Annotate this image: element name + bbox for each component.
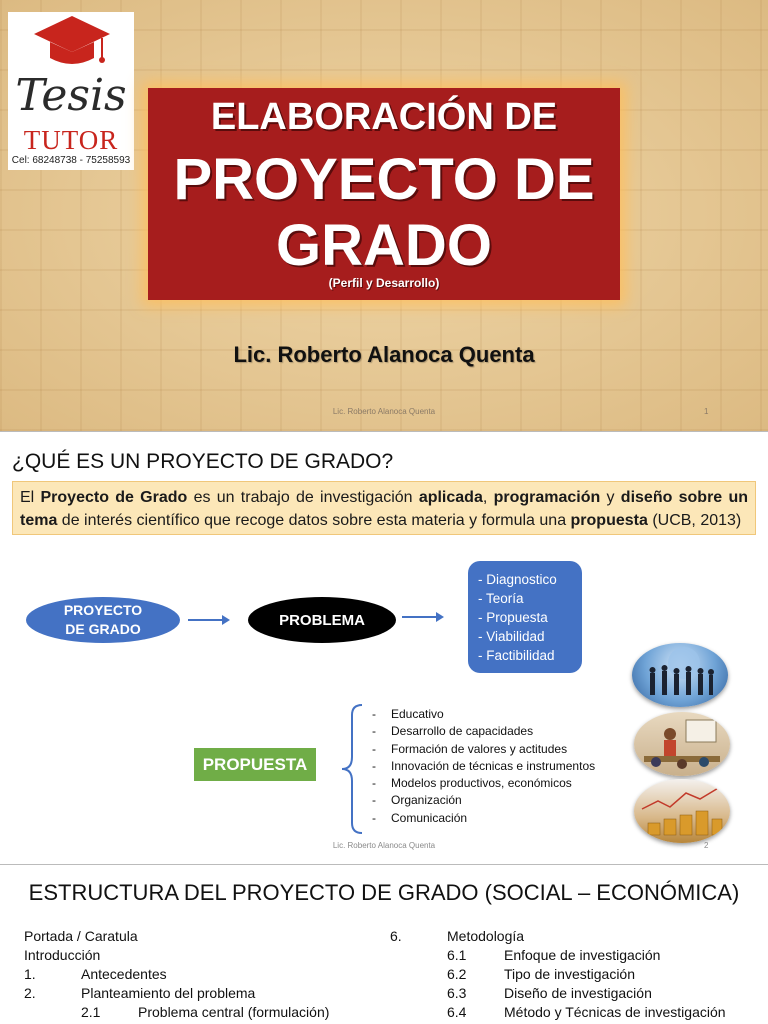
title-subtitle: (Perfil y Desarrollo) — [328, 276, 440, 290]
outcomes-box — [468, 561, 582, 673]
arrow-right-icon — [188, 619, 228, 621]
outline-item — [447, 1003, 726, 1022]
outline-item — [24, 927, 138, 946]
author-name: Lic. Roberto Alanoca Quenta — [233, 342, 535, 367]
outcome-item: - Teoría — [478, 589, 582, 608]
curly-brace-icon — [338, 703, 368, 835]
outline-text: Enfoque de investigación — [504, 947, 661, 963]
title-line-2: PROYECTO DE — [173, 147, 595, 212]
definition-text: de interés científico que recoge datos sobre esta materia y formula una — [57, 512, 571, 529]
list-item: - Organización — [372, 792, 595, 809]
outline-text: Diseño de investigación — [504, 985, 652, 1001]
outline-number: 6.2 — [447, 966, 467, 982]
list-item: - Educativo — [372, 706, 595, 723]
propuesta-list — [372, 706, 595, 827]
slide-heading: ¿QUÉ ES UN PROYECTO DE GRADO? — [12, 450, 394, 473]
definition-bold: programación — [493, 489, 601, 506]
node-label-line-1: PROYECTO — [63, 602, 143, 618]
outline-number: 1. — [24, 966, 36, 982]
tesis-tutor-logo — [8, 12, 134, 170]
list-item: - Modelos productivos, económicos — [372, 775, 595, 792]
list-item: - Innovación de técnicas e instrumentos — [372, 758, 595, 775]
outline-text: Problema central (formulación) — [138, 1004, 330, 1020]
outline-number: 6.1 — [447, 947, 467, 963]
arrow-right-icon — [402, 616, 442, 618]
outcome-item: - Viabilidad — [478, 627, 582, 646]
page-number: 2 — [704, 841, 709, 850]
definition-box — [12, 481, 756, 535]
outline-item — [81, 1003, 329, 1022]
outcome-item: - Factibilidad — [478, 646, 582, 665]
slide-1 — [0, 0, 768, 432]
propuesta-label: PROPUESTA — [194, 748, 316, 781]
outline-text: Portada / Caratula — [24, 928, 138, 944]
title-box — [148, 88, 620, 300]
slide-heading: ESTRUCTURA DEL PROYECTO DE GRADO (SOCIAL – ECONÓMICA) — [28, 880, 740, 905]
outline-item — [24, 984, 255, 1003]
definition-text: y — [600, 489, 621, 506]
definition-bold: diseño sobre un tema — [20, 489, 749, 529]
definition-text: (UCB, 2013) — [647, 512, 742, 529]
outline-item — [447, 965, 635, 984]
outline-text: Antecedentes — [81, 966, 167, 982]
outcome-item: - Diagnostico — [478, 570, 582, 589]
list-item: - Desarrollo de capacidades — [372, 723, 595, 740]
outline-text: Introducción — [24, 947, 101, 963]
slide-footer: Lic. Roberto Alanoca Quenta — [332, 841, 436, 850]
list-item: - Comunicación — [372, 810, 595, 827]
slide-footer: Lic. Roberto Alanoca Quenta — [332, 407, 436, 416]
list-item: - Formación de valores y actitudes — [372, 741, 595, 758]
outline-number: 2.1 — [81, 1004, 101, 1020]
outline-number: 6.3 — [447, 985, 467, 1001]
outline-item — [24, 946, 100, 965]
outline-number: 6. — [390, 928, 402, 944]
logo-script-text: Tesis — [15, 70, 127, 121]
outline-text: Método y Técnicas de investigación — [504, 1004, 726, 1020]
outline-number: 2. — [24, 985, 36, 1001]
coins-growth-image — [634, 779, 730, 843]
classroom-image — [634, 712, 730, 776]
graduation-cap-icon — [32, 14, 112, 74]
problema-node: PROBLEMA — [248, 597, 396, 643]
outline-item — [390, 927, 524, 946]
title-line-3: GRADO — [276, 213, 492, 278]
outline-text: Planteamiento del problema — [81, 985, 256, 1001]
title-line-1: ELABORACIÓN DE — [210, 96, 558, 138]
definition-text: El — [20, 489, 41, 506]
logo-brand-text: TUTOR — [23, 125, 119, 155]
node-label-line-2: DE GRADO — [65, 621, 141, 637]
slide-2 — [0, 433, 768, 865]
logo-phone: Cel: 68248738 - 75258593 — [11, 155, 131, 166]
outline-number: 6.4 — [447, 1004, 467, 1020]
proyecto-de-grado-node — [26, 597, 180, 643]
outline-item — [447, 946, 660, 965]
definition-bold: aplicada — [418, 489, 483, 506]
definition-text: es un trabajo de investigación — [187, 489, 419, 506]
definition-bold: Proyecto de Grado — [40, 489, 188, 506]
outline-item — [447, 984, 652, 1003]
globe-business-people-image — [632, 643, 728, 707]
definition-bold: propuesta — [570, 512, 648, 529]
definition-text: , — [482, 489, 494, 506]
outline-text: Tipo de investigación — [504, 966, 636, 982]
slide-3 — [0, 866, 768, 1024]
outline-item — [24, 965, 167, 984]
page-number: 1 — [704, 407, 709, 416]
outcome-item: - Propuesta — [478, 608, 582, 627]
outline-text: Metodología — [447, 928, 525, 944]
